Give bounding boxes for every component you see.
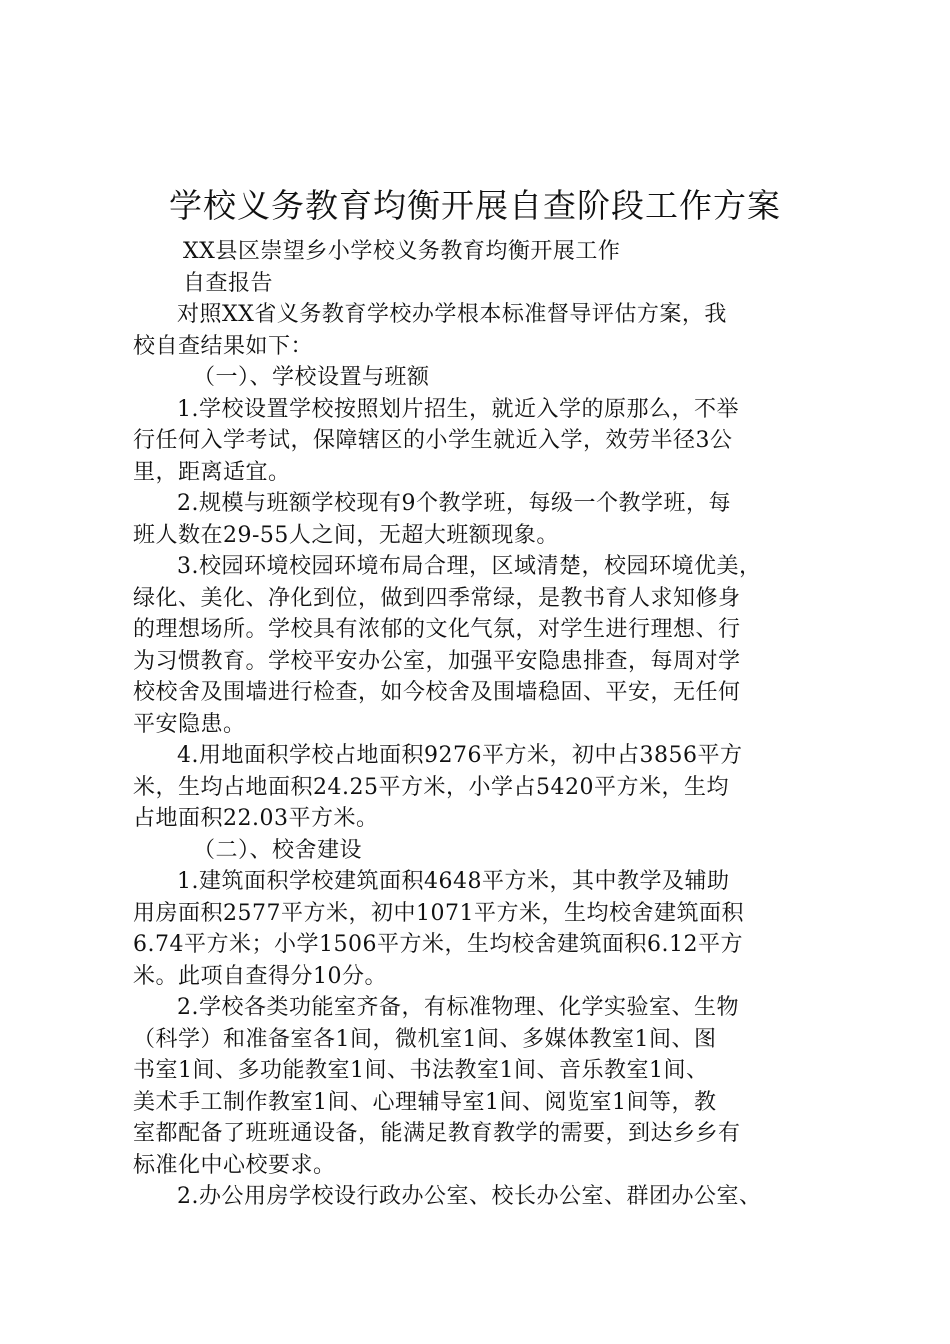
text-line: 标准化中心校要求。 [133, 1152, 336, 1178]
text-line: 自查报告 [183, 270, 274, 296]
text-line: 2.规模与班额学校现有9个教学班，每级一个教学班，每 [177, 491, 731, 516]
text-line: （二）、校舍建设 [193, 837, 363, 863]
text-line: XX县区崇望乡小学校义务教育均衡开展工作 [183, 239, 621, 264]
text-line: 班人数在29-55人之间，无超大班额现象。 [133, 522, 559, 548]
text-line: 为习惯教育。学校平安办公室，加强平安隐患排查，每周对学 [133, 648, 741, 674]
text-line: 2.办公用房学校设行政办公室、校长办公室、群团办公室、 [177, 1184, 762, 1209]
text-line: 书室1间、多功能教室1间、书法教室1间、音乐教室1间、 [133, 1058, 709, 1083]
text-line: 4.用地面积学校占地面积9276平方米，初中占3856平方 [177, 743, 743, 768]
text-line: 3.校园环境校园环境布局合理，区域清楚，校园环境优美， [177, 554, 762, 579]
text-line: 行任何入学考试，保障辖区的小学生就近入学，效劳半径3公 [133, 428, 733, 453]
text-line: 美术手工制作教室1间、心理辅导室1间、阅览室1间等，教 [133, 1089, 717, 1115]
text-line: 对照XX省义务教育学校办学根本标准督导评估方案，我 [177, 302, 727, 327]
text-line: 1.建筑面积学校建筑面积4648平方米，其中教学及辅助 [177, 869, 730, 894]
text-line: 2.学校各类功能室齐备，有标准物理、化学实验室、生物 [177, 995, 739, 1020]
text-line: 用房面积2577平方米，初中1071平方米，生均校舍建筑面积 [133, 900, 744, 926]
document-title: 学校义务教育均衡开展自查阶段工作方案 [169, 186, 781, 225]
text-line: 室都配备了班班通设备，能满足教育教学的需要，到达乡乡有 [133, 1121, 741, 1146]
text-line: 校自查结果如下： [133, 333, 314, 359]
text-line: 校校舍及围墙进行检查，如今校舍及围墙稳固、平安，无任何 [133, 680, 741, 705]
document-body [133, 236, 823, 1213]
text-line: 1.学校设置学校按照划片招生，就近入学的原那么，不举 [177, 396, 739, 422]
text-line: 里，距离适宜。 [133, 459, 291, 485]
text-line: （一）、学校设置与班额 [193, 365, 430, 390]
text-line: 占地面积22.03平方米。 [133, 806, 379, 831]
text-line: 米。此项自查得分10分。 [133, 963, 387, 989]
text-line: 的理想场所。学校具有浓郁的文化气氛，对学生进行理想、行 [133, 617, 741, 642]
text-line: 米，生均占地面积24.25平方米，小学占5420平方米，生均 [133, 774, 729, 800]
text-line: 绿化、美化、净化到位，做到四季常绿，是教书育人求知修身 [133, 585, 741, 611]
text-line: 6.74平方米；小学1506平方米，生均校舍建筑面积6.12平方 [133, 932, 743, 957]
text-line: （科学）和准备室各1间，微机室1间、多媒体教室1间、图 [133, 1026, 717, 1052]
text-line: 平安隐患。 [133, 711, 246, 737]
